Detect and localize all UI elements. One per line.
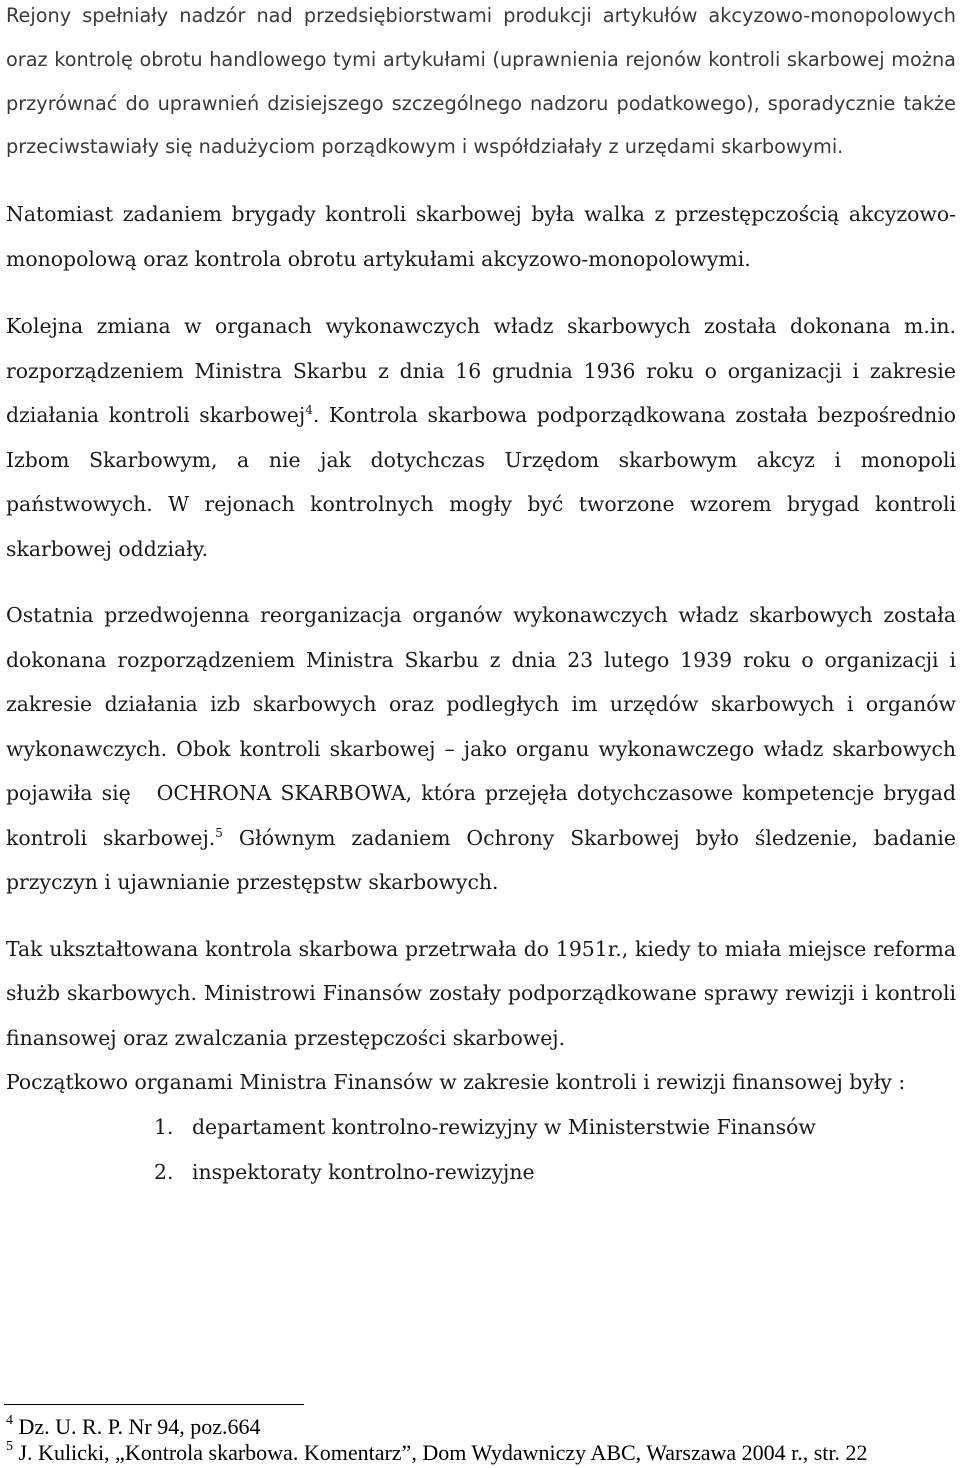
organs-list	[6, 1105, 956, 1195]
paragraph-text: Ostatnia przedwojenna reorganizacja organów wykonawczych władz skarbowych została dokonana rozporządzeniem Ministra Skarbu z dnia 23 lutego 1939 roku o organizacji i zakresie działania izb skarbowych oraz podległych im urzędów skarbowych i organów wykonawczych. Obok kontroli skarbowej – jako organu wykonawczego władz skarbowych pojawiła się	[6, 603, 956, 806]
paragraph-ostatnia-reorganizacja	[6, 593, 956, 905]
paragraph-text: Tak ukształtowana kontrola skarbowa przetrwała do 1951r., kiedy to miała miejsce reforma służb skarbowych. Ministrowi Finansów zostały podporządkowane sprawy rewizji i kontroli finansowej oraz zwalczania przestępczości skarbowej.	[6, 936, 956, 1050]
list-item-text: departament kontrolno-rewizyjny w Ministerstwie Finansów	[192, 1114, 816, 1139]
paragraph-text: Kolejna zmiana w organach wykonawczych władz skarbowych została dokonana m.in. rozporządzeniem Ministra Skarbu z dnia 16 grudnia 1936 roku o organizacji i zakresie działania kontroli skarbowej	[6, 314, 956, 428]
paragraph-text: Rejony spełniały nadzór nad przedsiębiorstwami produkcji artykułów akcyzowo-monopolowych oraz kontrolę obrotu handlowego tymi artykułami (uprawnienia rejonów kontroli skarbowej można przyrównać do uprawnień dzisiejszego szczególnego nadzoru podatkowego), sporadycznie także przeciwstawiały się nadużyciom porządkowym i współdziałały z urzędami skarbowymi.	[6, 4, 956, 159]
footnote-ref-5[interactable]: 5	[215, 825, 223, 840]
list-item	[6, 1105, 956, 1150]
list-item-text: inspektoraty kontrolno-rewizyjne	[192, 1159, 535, 1184]
footnote-number: 5	[6, 1438, 13, 1454]
footnote-ref-4[interactable]: 4	[305, 403, 313, 418]
paragraph-text: Początkowo organami Ministra Finansów w zakresie kontroli i rewizji finansowej były :	[6, 1070, 906, 1095]
paragraph-text: . Kontrola skarbowa podporządkowana została bezpośrednio Izbom Skarbowym, a nie jak dotychczas Urzędom skarbowym akcyz i monopoli państwowych. W rejonach kontrolnych mogły być tworzone wzorem brygad kontroli skarbowej oddziały.	[6, 403, 956, 561]
footnote-separator	[4, 1404, 304, 1405]
paragraph-brygady	[6, 192, 956, 281]
footnote-5	[6, 1440, 868, 1466]
list-item-number: 2.	[154, 1159, 174, 1184]
footnote-4	[6, 1414, 261, 1440]
footnote-text: Dz. U. R. P. Nr 94, poz.664	[13, 1414, 261, 1439]
paragraph-text: , która przejęła dotychczasowe kompetencje brygad kontroli skarbowej.	[6, 781, 956, 850]
paragraph-kolejna-zmiana	[6, 304, 956, 571]
footnote-text: J. Kulicki, „Kontrola skarbowa. Komentarz”, Dom Wydawniczy ABC, Warszawa 2004 r., str. 22	[13, 1440, 868, 1465]
paragraph-text: Natomiast zadaniem brygady kontroli skarbowej była walka z przestępczością akcyzowo-monopolową oraz kontrola obrotu artykułami akcyzowo-monopolowymi.	[6, 202, 956, 271]
paragraph-text: Głównym zadaniem Ochrony Skarbowej było śledzenie, badanie przyczyn i ujawnianie przestępstw skarbowych.	[6, 825, 956, 895]
paragraph-rejony	[6, 0, 956, 169]
list-item-number: 1.	[154, 1114, 174, 1139]
paragraph-poczatkowo	[6, 1060, 956, 1105]
paragraph-reforma	[6, 927, 956, 1061]
list-item	[6, 1150, 956, 1195]
ochrona-skarbowa-term: OCHRONA SKARBOWA	[156, 781, 406, 806]
footnote-number: 4	[6, 1412, 13, 1428]
